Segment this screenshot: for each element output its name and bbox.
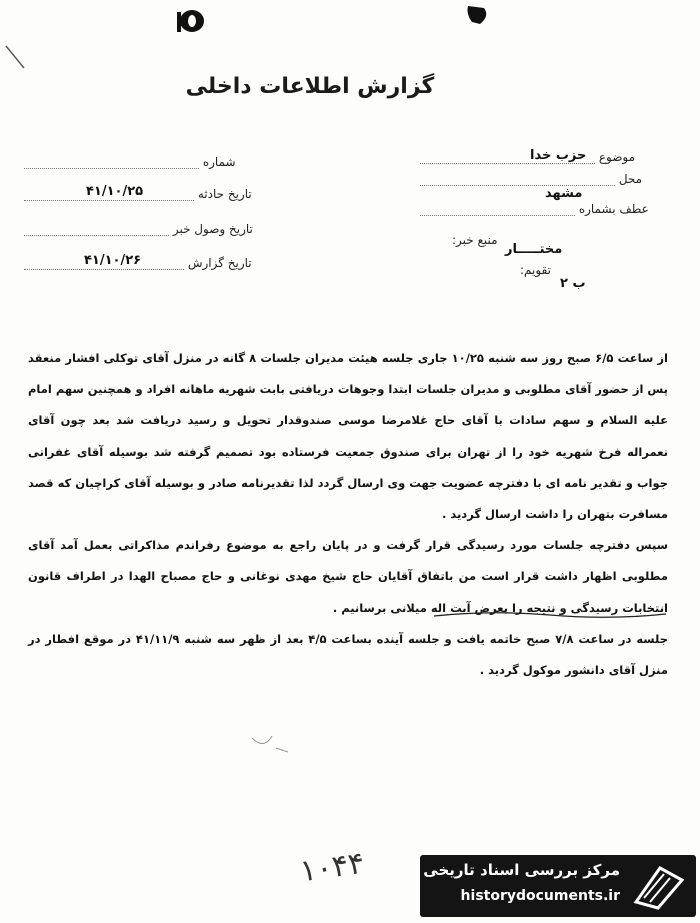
source-value: مختـــــار — [505, 242, 563, 257]
stamp-name: مرکز بررسی اسناد تاریخی — [423, 861, 620, 879]
pen-scratch-mark — [4, 44, 26, 70]
incident-date-value: ۴۱/۱۰/۲۵ — [86, 184, 144, 199]
archive-book-icon — [630, 862, 686, 910]
ink-blot-mark — [172, 6, 206, 36]
source-field — [452, 233, 498, 247]
ref-number-label: عطف بشماره — [578, 202, 649, 216]
received-date-field — [24, 222, 253, 236]
source-label: منبع خبر: — [452, 233, 498, 247]
body-paragraph-3: جلسه در ساعت ۷/۸ صبح خاتمه یافت و جلسه آینده بساعت ۴/۵ بعد از ظهر سه شنبه ۴۱/۱۱/۹ در موقع افطار در منزل آقای دانشور موکول گردید . — [28, 631, 668, 678]
handwritten-archive-number: ۱۰۴۴ — [297, 845, 367, 890]
report-body — [28, 343, 668, 686]
report-date-label: تاریخ گزارش — [187, 256, 252, 270]
subject-value: حزب خدا — [530, 148, 587, 163]
ref-number-field — [420, 202, 649, 216]
rating-label: تقویم: — [520, 263, 551, 277]
pen-underline-mark — [430, 608, 670, 622]
report-date-value: ۴۱/۱۰/۲۶ — [84, 253, 142, 268]
received-date-label: تاریخ وصول خبر — [172, 222, 253, 236]
archive-stamp — [420, 855, 696, 917]
body-paragraph-1: از ساعت ۶/۵ صبح روز سه شنبه ۱۰/۲۵ جاری جلسه هیئت مدیران جلسات ۸ گانه در منزل آقای توکلی افشار منعقد پس از حضور آقای مطلوبی و مدیران جلسات ابتدا وجوهات دریافتی بابت شهریه ماهانه افراد و همچنین سهم امام علیه السلام و سهم سادات با آقای حاج غلامرضا موسی صندوقدار تحویل و رسید دریافت شد بعد چون آقای نعمراله فرخ شهریه خود را از تهران برای صندوق جمعیت فرستاده بود تصمیم گرفته شد بوسیله آقای غفرانی جواب و تقدیر نامه ای با دفترچه عضویت جهت وی ارسال گردد لذا تقدیرنامه صادر و بوسیله آقای کراچیان که قصد مسافرت بتهران را داشت ارسال گردید . — [28, 351, 668, 522]
place-label: محل — [618, 172, 643, 186]
number-field — [24, 155, 236, 169]
number-label: شماره — [202, 155, 236, 169]
place-value: مشهد — [545, 186, 583, 201]
rating-value: ب ۲ — [560, 276, 586, 291]
ink-blot-mark — [462, 2, 492, 28]
incident-date-label: تاریخ حادثه — [197, 187, 252, 201]
report-title: گزارش اطلاعات داخلی — [185, 74, 435, 99]
subject-field — [420, 150, 635, 164]
rating-field — [520, 263, 551, 277]
body-paragraph-2: سپس دفترچه جلسات مورد رسیدگی قرار گرفت و در پایان راجع به موضوع رفراندم مذاکراتی بعمل آمد آقای مطلوبی اظهار داشت قرار است من باتفاق آقایان حاج شیخ مهدی نوغانی و حاج مصباح الهدا در اطراف قانون انتخابات رسیدگی و نتیجه را بعرض آیت اله میلانی برسانیم . — [28, 538, 668, 615]
subject-label: موضوع — [598, 150, 636, 164]
stamp-url: historydocuments.ir — [460, 888, 620, 904]
place-field — [420, 172, 642, 186]
pen-check-mark — [248, 728, 292, 758]
